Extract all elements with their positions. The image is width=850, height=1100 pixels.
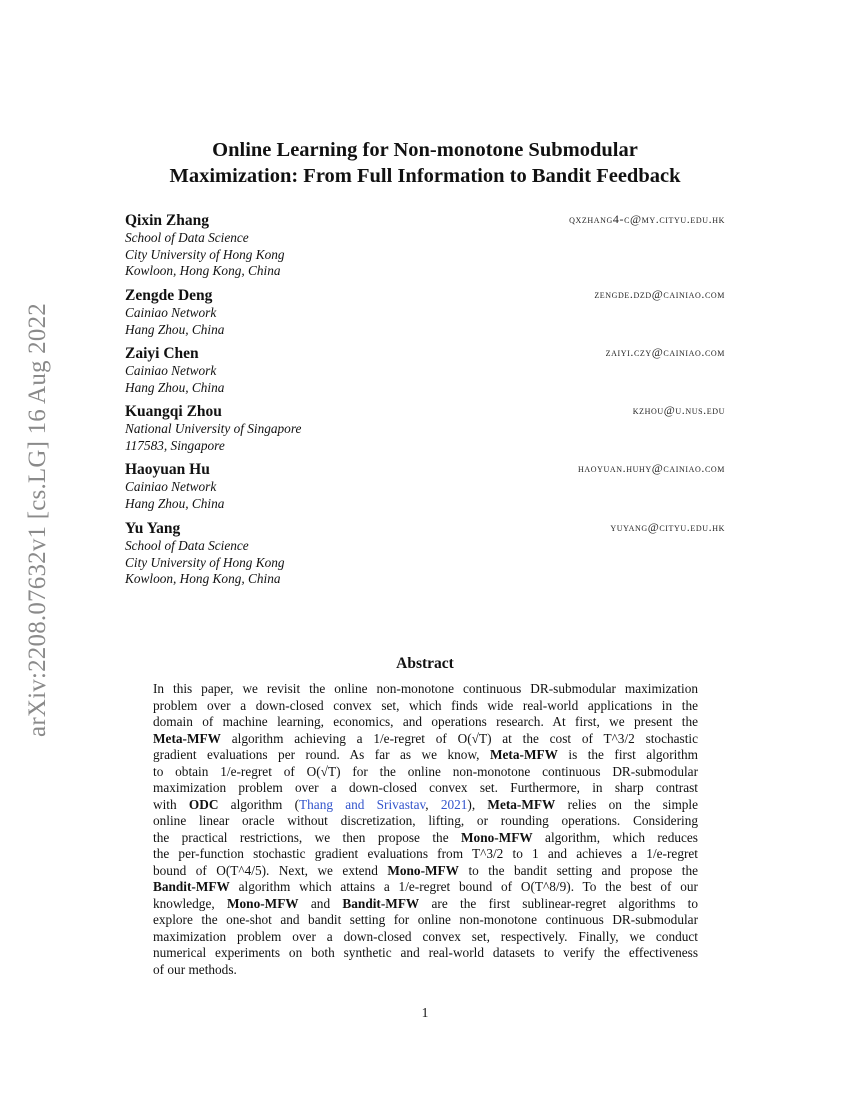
abstract-line: Bandit-MFW algorithm which attains a 1/e-regret bound of O(T^8/9). To the best of our <box>153 879 698 894</box>
abstract-line: online linear oracle without discretization, lifting, or rounding operations. Considering <box>153 813 698 828</box>
abstract-line: bound of O(T^4/5). Next, we extend Mono-MFW to the bandit setting and propose the <box>153 862 698 878</box>
term-mono-mfw: Mono-MFW <box>461 829 533 845</box>
author-name: Kuangqi Zhou <box>125 403 222 420</box>
term-bandit-mfw: Bandit-MFW <box>342 895 420 911</box>
author-email[interactable]: qxzhang4-c@my.cityu.edu.hk <box>569 212 725 226</box>
author-name: Qixin Zhang <box>125 212 209 229</box>
affiliation-line: Hang Zhou, China <box>125 495 225 511</box>
author-name: Zaiyi Chen <box>125 345 199 362</box>
author-block <box>125 211 725 280</box>
citation-year-link[interactable]: 2021 <box>440 796 468 812</box>
abstract-line: the practical restrictions, we then propose the Mono-MFW algorithm, which reduces <box>153 829 698 845</box>
abstract-line: knowledge, Mono-MFW and Bandit-MFW are the first sublinear-regret algorithms to <box>153 895 699 911</box>
term-meta-mfw: Meta-MFW <box>489 747 558 762</box>
author-block <box>125 286 725 338</box>
paper-title <box>100 137 750 189</box>
affiliation-line: City University of Hong Kong <box>125 554 285 570</box>
author-email[interactable]: zengde.dzd@cainiao.com <box>594 287 725 301</box>
term-meta-mfw: Meta-MFW <box>487 796 556 812</box>
term-meta-mfw: Meta-MFW <box>153 730 221 746</box>
affiliation-line: City University of Hong Kong <box>125 246 285 262</box>
affiliation-line: Cainiao Network <box>125 479 217 494</box>
author-name: Zengde Deng <box>125 287 213 304</box>
abstract-line: problem over a down-closed convex set, which finds wide real-world applications in the <box>153 697 698 713</box>
affiliation-line: School of Data Science <box>125 230 249 245</box>
abstract-line: of our methods. <box>153 961 237 977</box>
author-email[interactable]: zaiyi.czy@cainiao.com <box>605 345 725 359</box>
term-bandit-mfw: Bandit-MFW <box>153 879 230 894</box>
abstract-line: maximization problem over a down-closed convex set. Furthermore, in sharp contrast <box>153 780 698 795</box>
term-mono-mfw: Mono-MFW <box>387 862 459 878</box>
author-email[interactable]: yuyang@cityu.edu.hk <box>610 520 725 534</box>
citation-link[interactable]: Thang and Srivastav <box>299 796 426 812</box>
author-name: Haoyuan Hu <box>125 461 210 478</box>
abstract-line: with ODC algorithm (Thang and Srivastav, 2021), Meta-MFW relies on the simple <box>153 796 699 812</box>
abstract-line: In this paper, we revisit the online non-monotone continuous DR-submodular maximization <box>153 681 698 696</box>
abstract-line: numerical experiments on both synthetic and real-world datasets to verify the effectiveness <box>153 945 698 960</box>
author-email[interactable]: haoyuan.huhy@cainiao.com <box>577 461 725 475</box>
author-email[interactable]: kzhou@u.nus.edu <box>632 403 725 417</box>
author-block <box>125 519 725 588</box>
abstract-line: maximization problem over a down-closed convex set, respectively. Finally, we conduct <box>153 928 698 944</box>
abstract-line: explore the one-shot and bandit setting for online non-monotone continuous DR-submodular <box>153 912 698 927</box>
affiliation-line: National University of Singapore <box>125 421 302 436</box>
term-odc: ODC <box>188 796 219 812</box>
abstract-heading: Abstract <box>396 655 454 672</box>
page-number: 1 <box>421 1005 429 1020</box>
affiliation-line: Hang Zhou, China <box>125 379 225 395</box>
title-line-2: Maximization: From Full Information to Bandit Feedback <box>169 165 681 187</box>
author-block <box>125 344 725 396</box>
abstract-line: the per-function stochastic gradient evaluations from T^3/2 to 1 and achieves a 1/e-regret <box>153 846 698 861</box>
term-mono-mfw: Mono-MFW <box>226 895 299 911</box>
affiliation-line: Kowloon, Hong Kong, China <box>125 263 281 279</box>
author-name: Yu Yang <box>125 520 181 537</box>
abstract-line: to obtain 1/e-regret of O(√T) for the online non-monotone continuous DR-submodular <box>153 763 698 779</box>
affiliation-line: Kowloon, Hong Kong, China <box>125 571 281 587</box>
affiliation-line: 117583, Singapore <box>125 437 225 453</box>
title-line-1: Online Learning for Non-monotone Submodular <box>212 139 638 161</box>
affiliation-line: Cainiao Network <box>125 305 217 320</box>
affiliation-line: Hang Zhou, China <box>125 321 225 337</box>
arxiv-identifier-stamp: arXiv:2208.07632v1 [cs.LG] 16 Aug 2022 <box>24 303 51 737</box>
author-block <box>125 402 725 454</box>
affiliation-line: School of Data Science <box>125 538 249 553</box>
author-block <box>125 460 725 512</box>
abstract-line: Meta-MFW algorithm achieving a 1/e-regret of O(√T) at the cost of T^3/2 stochastic <box>153 730 699 746</box>
abstract-line: domain of machine learning, economics, and operations research. At first, we present the <box>153 714 698 729</box>
abstract-text <box>153 681 698 978</box>
abstract-line: gradient evaluations per round. As far as we know, Meta-MFW is the first algorithm <box>153 747 699 762</box>
affiliation-line: Cainiao Network <box>125 363 217 378</box>
